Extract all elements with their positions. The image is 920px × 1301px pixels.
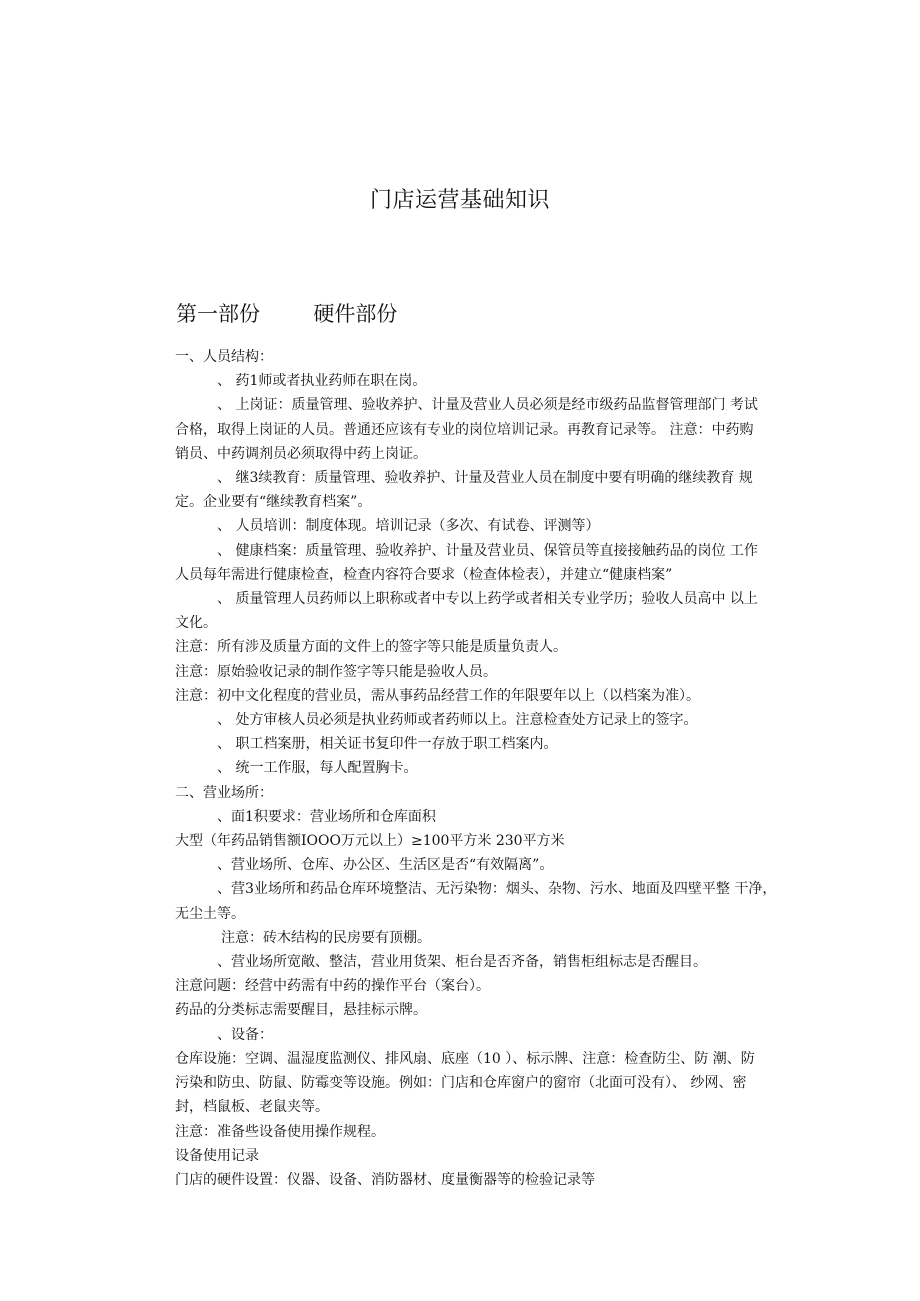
text-line: 注意：砖木结构的民房要有顶棚。 [221, 929, 431, 946]
text-line: 污染和防虫、防鼠、防霉变等设施。例如：门店和仓库窗户的窗帘（北面可没有）、 纱网、密 [175, 1075, 747, 1092]
text-line: 一、人员结构： [175, 349, 273, 365]
text-line: 注意：初中文化程度的营业员，需从事药品经营工作的年限要年以上（以档案为准）。 [175, 687, 700, 704]
part-heading: 第一部份 硬件部份 [176, 302, 398, 326]
text-line: 药品的分类标志需要醒目，悬挂标示牌。 [175, 1002, 427, 1019]
text-line: 文化。 [175, 615, 217, 632]
text-line: 合格，取得上岗证的人员。普通还应该有专业的岗位培训记录。再教育记录等。 注意：中药购 [175, 421, 754, 438]
text-line: 、 处方审核人员必须是执业药师或者药师以上。注意检查处方记录上的签字。 [217, 712, 698, 729]
text-line: 、设备： [217, 1026, 273, 1043]
text-line: 、营业场所、仓库、办公区、生活区是否“有效隔离”。 [217, 857, 554, 874]
text-line: 、 职工档案册，相关证书复印件一存放于职工档案内。 [217, 736, 558, 753]
text-line: 、 药1师或者执业药师在职在岗。 [217, 373, 427, 390]
document-title: 门店运营基础知识 [369, 188, 550, 213]
text-line: 大型（年药品销售额IOOO万元以上）≥100平方米 230平方米 [175, 833, 565, 850]
text-line: 、 继3续教育：质量管理、验收养护、计量及营业人员在制度中要有明确的继续教育 规 [217, 470, 753, 487]
text-line: 仓库设施：空调、温湿度监测仪、排风扇、底座（10 ）、标示牌、注意：检查防尘、防 潮、防 [175, 1050, 755, 1067]
text-line: 二、营业场所： [175, 784, 273, 801]
text-line: 、面1积要求：营业场所和仓库面积 [217, 808, 436, 825]
document-body [175, 345, 805, 1192]
text-line: 人员每年需进行健康检查，检查内容符合要求（检查体检表），并建立“健康档案” [175, 566, 673, 583]
text-line: 注意：准备些设备使用操作规程。 [175, 1123, 385, 1140]
text-line: 封，档鼠板、老鼠夹等。 [175, 1099, 329, 1116]
text-line: 、营3业场所和药品仓库环境整洁、无污染物：烟头、杂物、污水、地面及四壁平整 干净， [217, 881, 777, 898]
text-line: 、 质量管理人员药师以上职称或者中专以上药学或者相关专业学历；验收人员高中 以上 [217, 591, 758, 608]
text-line: 、 上岗证：质量管理、验收养护、计量及营业人员必须是经市级药品监督管理部门 考试 [217, 397, 758, 414]
text-line: 销员、中药调剂员必须取得中药上岗证。 [175, 445, 427, 462]
text-line: 设备使用记录 [175, 1147, 259, 1164]
text-line: 注意：原始验收记录的制作签字等只能是验收人员。 [175, 663, 497, 680]
text-line: 、营业场所宽敞、整洁，营业用货架、柜台是否齐备，销售柜组标志是否醒目。 [217, 954, 707, 971]
text-line: 无尘土等。 [175, 905, 245, 922]
text-line: 门店的硬件设置：仪器、设备、消防器材、度量衡器等的检验记录等 [175, 1171, 595, 1188]
text-line: 注意问题：经营中药需有中药的操作平台（案台）。 [175, 978, 490, 995]
text-line: 注意：所有涉及质量方面的文件上的签字等只能是质量负责人。 [175, 639, 567, 656]
text-line: 、 健康档案：质量管理、验收养护、计量及营业员、保管员等直接接触药品的岗位 工作 [217, 542, 758, 559]
text-line: 、 统一工作服，每人配置胸卡。 [217, 760, 418, 777]
text-line: 定。企业要有“继续教育档案”。 [175, 494, 372, 511]
text-line: 、 人员培训：制度体现。培训记录（多次、有试卷、评测等） [217, 518, 600, 535]
